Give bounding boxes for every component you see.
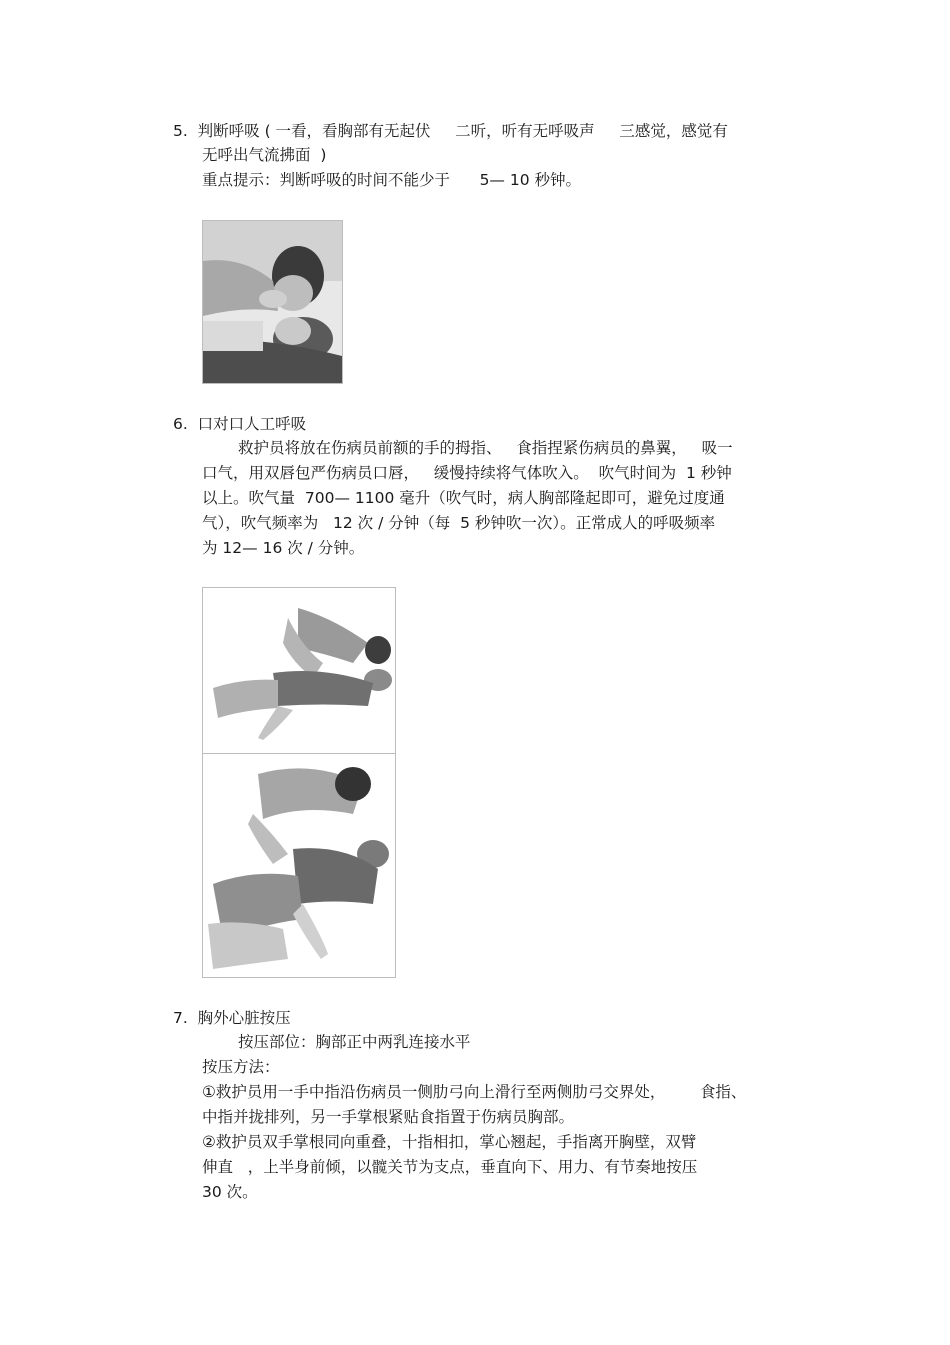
section6-para-line1: 救护员将放在伤病员前额的手的拇指、 食指捏紧伤病员的鼻翼， 吸一 bbox=[238, 439, 733, 457]
compression-step2-line2: 伸直 ，上半身前倾，以髋关节为支点，垂直向下、用力、有节奏地按压 bbox=[202, 1158, 698, 1176]
compression-location: 按压部位：胸部正中两乳连接水平 bbox=[238, 1033, 471, 1051]
section6-title: 6. 口对口人工呼吸 bbox=[173, 415, 307, 433]
compression-step1-line1: ①救护员用一手中指沿伤病员一侧肋弓向上滑行至两侧肋弓交界处， 食指、 bbox=[202, 1083, 747, 1101]
rescue-breath-photo-1 bbox=[202, 587, 396, 754]
section6-para-line4: 气），吹气频率为 12 次 / 分钟（每 5 秒钟吹一次）。正常成人的呼吸频率 bbox=[202, 514, 716, 532]
section7-title: 7. 胸外心脏按压 bbox=[173, 1009, 291, 1027]
compression-method-label: 按压方法： bbox=[202, 1058, 280, 1076]
section6-para-line3: 以上。吹气量 700— 1100 毫升（吹气时，病人胸部隆起即可，避免过度通 bbox=[202, 489, 725, 507]
section5-line1: 5. 判断呼吸 ( 一看，看胸部有无起伏 二听，听有无呼吸声 三感觉，感觉有 bbox=[173, 122, 728, 140]
section5-tip: 重点提示：判断呼吸的时间不能少于 5— 10 秒钟。 bbox=[202, 171, 582, 189]
compression-step2-line1: ②救护员双手掌根同向重叠，十指相扣，掌心翘起，手指离开胸壁，双臂 bbox=[202, 1133, 697, 1151]
compression-step2-line3: 30 次。 bbox=[202, 1183, 258, 1201]
compression-step1-line2: 中指并拢排列，另一手掌根紧贴食指置于伤病员胸部。 bbox=[202, 1108, 575, 1126]
rescue-breath-photo-2 bbox=[202, 753, 396, 978]
section6-para-line2: 口气，用双唇包严伤病员口唇， 缓慢持续将气体吹入。 吹气时间为 1 秒钟 bbox=[202, 464, 732, 482]
section5-line2: 无呼出气流拂面 ) bbox=[202, 146, 327, 164]
check-breathing-photo bbox=[202, 220, 343, 384]
section6-para-line5: 为 12— 16 次 / 分钟。 bbox=[202, 539, 365, 557]
